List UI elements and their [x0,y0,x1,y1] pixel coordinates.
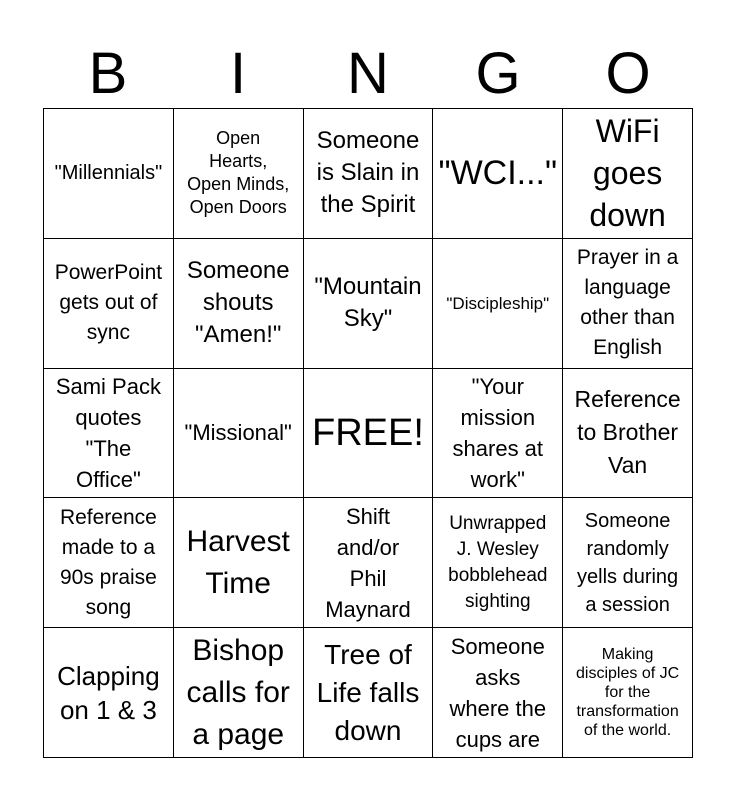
cell-text: Reference to Brother Van [574,386,681,479]
cell-text: Tree of Life falls down [316,638,420,746]
cell-text: FREE! [312,411,424,454]
cell-text: Unwrapped J. Wesley bobblehead sighting [448,512,548,612]
cell-text: "WCI..." [438,154,558,193]
header-letter-g: G [475,41,521,106]
bingo-cell-r3-c0[interactable] [44,498,174,628]
cell-text: WiFi goes down [589,113,666,234]
cell-text: Clapping on 1 & 3 [57,660,160,725]
bingo-header [43,40,693,108]
header-letter-o: O [605,41,651,106]
cell-text: "Discipleship" [446,293,550,313]
bingo-cell-r2-c3[interactable] [433,369,563,499]
cell-text: Someone is Slain in the Spirit [316,127,420,219]
bingo-cell-r0-c2[interactable] [304,109,434,239]
bingo-cell-free[interactable] [304,369,434,499]
cell-text: Sami Pack quotes "The Office" [55,373,161,492]
cell-text: "Millennials" [54,162,163,185]
header-letter-n: N [347,41,389,106]
bingo-cell-r1-c0[interactable] [44,239,174,369]
bingo-cell-r4-c0[interactable] [44,628,174,758]
bingo-cell-r3-c2[interactable] [304,498,434,628]
bingo-cell-r4-c4[interactable] [563,628,693,758]
bingo-cell-r2-c4[interactable] [563,369,693,499]
bingo-cell-r3-c4[interactable] [563,498,693,628]
cell-text: Someone shouts "Amen!" [186,257,290,349]
cell-text: "Missional" [184,420,292,446]
bingo-cell-r1-c2[interactable] [304,239,434,369]
bingo-cell-r3-c1[interactable] [174,498,304,628]
bingo-cell-r2-c1[interactable] [174,369,304,499]
bingo-cell-r1-c1[interactable] [174,239,304,369]
bingo-cell-r0-c0[interactable] [44,109,174,239]
bingo-card [43,108,693,758]
cell-text: "Mountain Sky" [314,273,422,333]
bingo-cell-r2-c0[interactable] [44,369,174,499]
cell-text: Prayer in a language other than English [576,246,679,360]
cell-text: Someone randomly yells during a session [577,509,679,616]
bingo-cell-r3-c3[interactable] [433,498,563,628]
bingo-cell-r0-c4[interactable] [563,109,693,239]
bingo-cell-r0-c3[interactable] [433,109,563,239]
cell-text: PowerPoint gets out of sync [54,261,163,345]
cell-text: "Your mission shares at work" [452,373,544,492]
cell-text: Bishop calls for a page [186,633,290,751]
bingo-cell-r4-c1[interactable] [174,628,304,758]
header-letter-i: I [229,41,247,106]
bingo-cell-r4-c2[interactable] [304,628,434,758]
bingo-cell-r1-c4[interactable] [563,239,693,369]
cell-text: Harvest Time [186,524,290,600]
bingo-cell-r1-c3[interactable] [433,239,563,369]
cell-text: Someone asks where the cups are [449,633,547,752]
cell-text: Reference made to a 90s praise song [59,505,157,619]
bingo-cell-r0-c1[interactable] [174,109,304,239]
bingo-cell-r4-c3[interactable] [433,628,563,758]
cell-text: Making disciples of JC for the transformation of the world. [576,646,680,740]
header-letter-b: B [88,41,128,106]
cell-text: Open Hearts, Open Minds, Open Doors [187,128,290,218]
cell-text: Shift and/or Phil Maynard [325,503,411,622]
